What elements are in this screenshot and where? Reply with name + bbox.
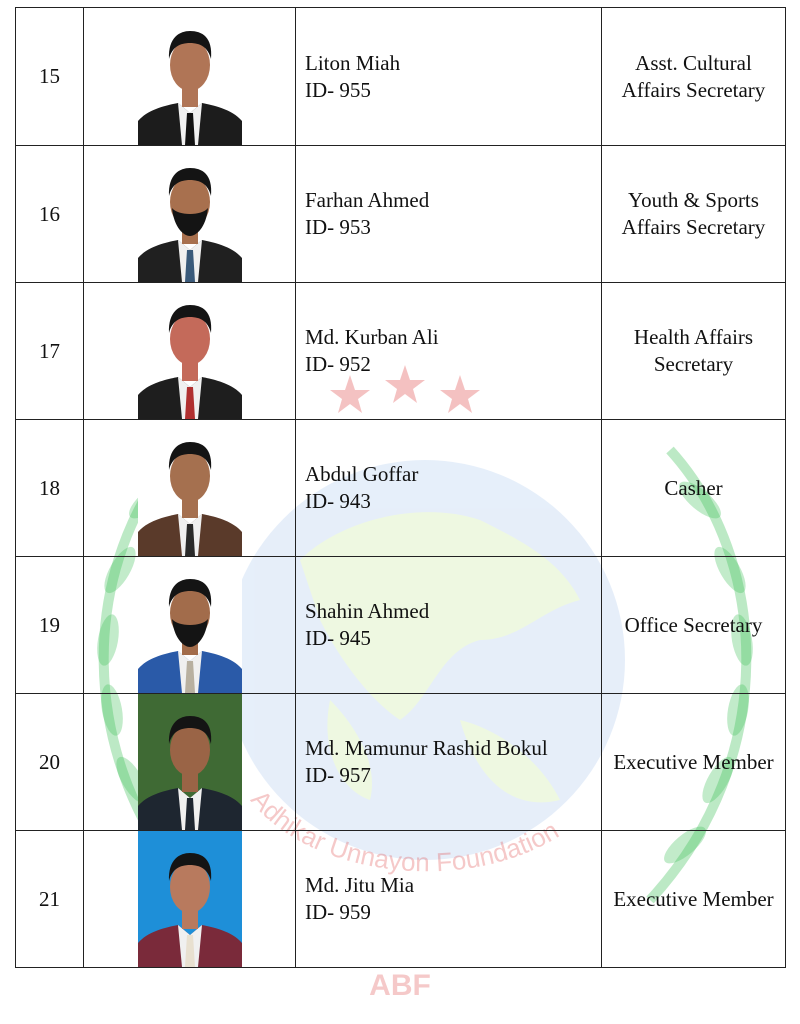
watermark-org-name: Adhikar Unnayon Foundation bbox=[245, 784, 564, 878]
member-id: ID- 945 bbox=[305, 626, 371, 650]
table-row bbox=[16, 420, 786, 557]
photo-cell bbox=[84, 146, 296, 283]
member-name: Md. Jitu Mia bbox=[305, 873, 415, 897]
member-table bbox=[15, 7, 786, 968]
photo-cell bbox=[84, 557, 296, 694]
table-row bbox=[16, 283, 786, 420]
table-row bbox=[16, 557, 786, 694]
table-row bbox=[16, 8, 786, 146]
name-cell bbox=[296, 420, 602, 557]
name-cell bbox=[296, 831, 602, 968]
member-photo bbox=[138, 9, 242, 145]
serial-number: 17 bbox=[16, 283, 84, 420]
member-name: Abdul Goffar bbox=[305, 462, 419, 486]
member-id: ID- 943 bbox=[305, 489, 371, 513]
member-photo bbox=[138, 694, 242, 830]
member-id: ID- 959 bbox=[305, 900, 371, 924]
member-photo bbox=[138, 420, 242, 556]
role-cell bbox=[602, 420, 786, 557]
role-cell bbox=[602, 694, 786, 831]
member-id: ID- 952 bbox=[305, 352, 371, 376]
member-name: Md. Mamunur Rashid Bokul bbox=[305, 736, 548, 760]
member-name: Farhan Ahmed bbox=[305, 188, 430, 212]
member-id: ID- 955 bbox=[305, 77, 371, 102]
member-role: Asst. Cultural Affairs Secretary bbox=[621, 50, 766, 102]
photo-cell bbox=[84, 420, 296, 557]
serial-number: 18 bbox=[16, 420, 84, 557]
serial-number: 16 bbox=[16, 146, 84, 283]
photo-cell bbox=[84, 831, 296, 968]
photo-cell bbox=[84, 694, 296, 831]
member-photo bbox=[138, 831, 242, 967]
photo-cell bbox=[84, 8, 296, 146]
serial-number: 19 bbox=[16, 557, 84, 694]
member-role: Executive Member bbox=[613, 749, 774, 774]
member-id: ID- 953 bbox=[305, 215, 371, 239]
role-cell bbox=[602, 283, 786, 420]
role-cell bbox=[602, 146, 786, 283]
photo-cell bbox=[84, 283, 296, 420]
name-cell bbox=[296, 146, 602, 283]
member-id: ID- 957 bbox=[305, 763, 371, 787]
member-role: Youth & Sports Affairs Secretary bbox=[621, 188, 766, 239]
member-name: Md. Kurban Ali bbox=[305, 325, 439, 349]
table-row bbox=[16, 831, 786, 968]
member-role: Casher bbox=[664, 475, 723, 500]
name-cell bbox=[296, 8, 602, 146]
member-photo bbox=[138, 283, 242, 419]
member-photo bbox=[138, 146, 242, 282]
member-photo bbox=[138, 557, 242, 693]
name-cell bbox=[296, 694, 602, 831]
member-role: Executive Member bbox=[613, 886, 774, 911]
serial-number: 20 bbox=[16, 694, 84, 831]
table-row bbox=[16, 146, 786, 283]
role-cell bbox=[602, 8, 786, 146]
table-row bbox=[16, 694, 786, 831]
watermark-abbreviation: ABF bbox=[369, 969, 431, 1002]
role-cell bbox=[602, 831, 786, 968]
name-cell bbox=[296, 283, 602, 420]
serial-number: 15 bbox=[16, 8, 84, 146]
name-cell bbox=[296, 557, 602, 694]
serial-number: 21 bbox=[16, 831, 84, 968]
member-role: Health Affairs Secretary bbox=[633, 325, 754, 376]
member-name: Liton Miah bbox=[305, 50, 401, 75]
role-cell bbox=[602, 557, 786, 694]
member-name: Shahin Ahmed bbox=[305, 599, 430, 623]
member-role: Office Secretary bbox=[624, 612, 763, 637]
